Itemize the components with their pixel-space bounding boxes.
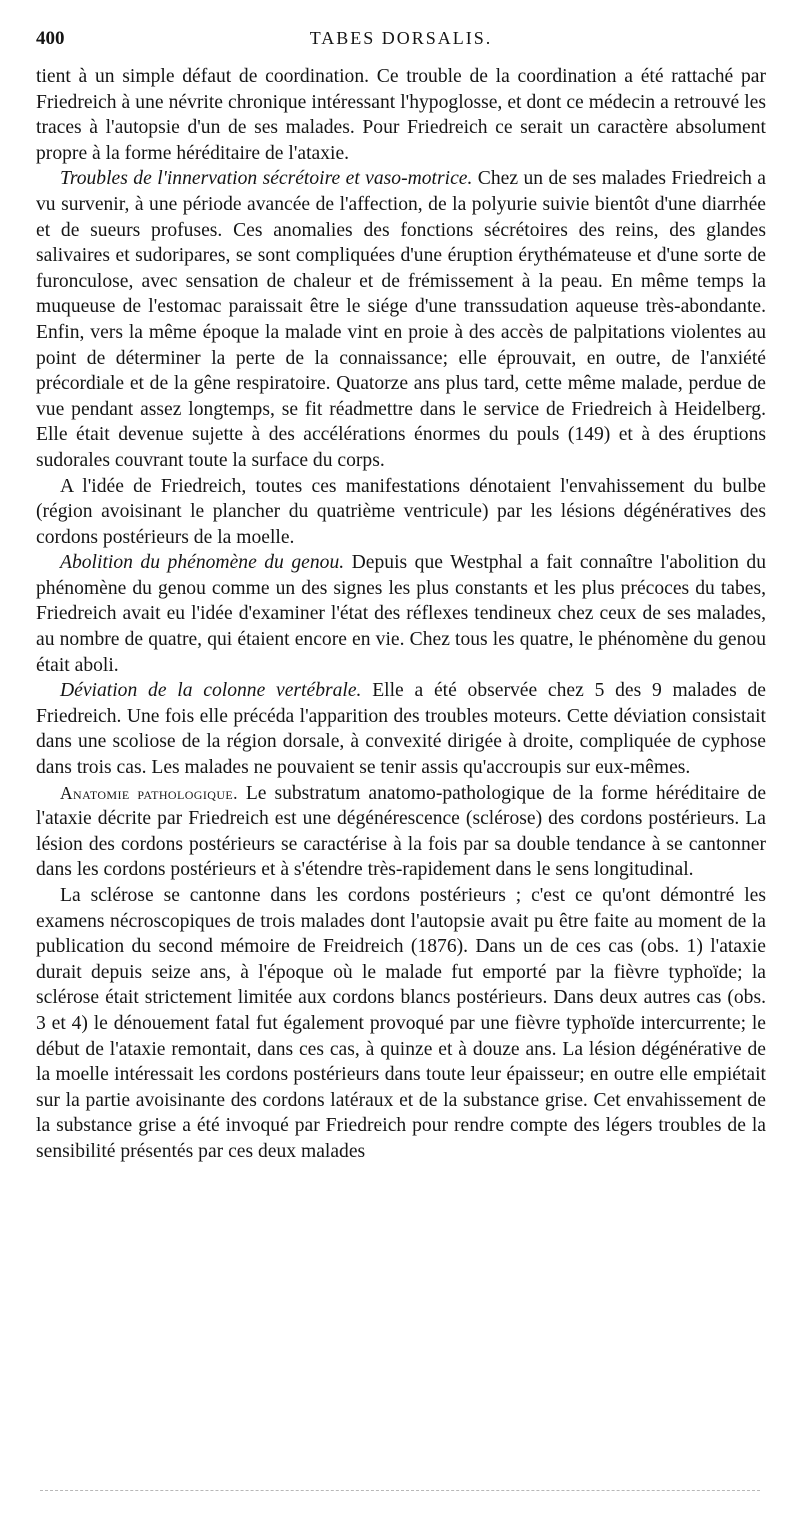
page [36,28,766,1165]
paragraph [36,474,766,551]
paragraph [36,166,766,473]
page-header [36,28,766,58]
paragraph-text: Depuis que Westphal a fait connaître l'abolition du phénomène du genou comme un des signes les plus constants et les plus précoces du tabes, Friedreich avait eu l'idée d'examiner l'état des réflexes tendineux chez ceux de ses malades, au nombre de quatre, qui étaient encore en vie. Chez tous les quatre, le phénomène du genou était aboli. [36,552,766,676]
paragraph [36,678,766,780]
paragraph-text: A l'idée de Friedreich, toutes ces manifestations dénotaient l'envahissement du bulbe (région avoisinant le plancher du quatrième ventricule) par les lésions dégénératives des cordons postérieurs de la moelle. [36,475,766,548]
paragraph-text: La sclérose se cantonne dans les cordons postérieurs ; c'est ce qu'ont démontré les examens nécroscopiques de trois malades dont l'autopsie avait pu être faite au moment de la publication du second mémoire de Freidreich (1876). Dans un de ces cas (obs. 1) l'ataxie durait depuis seize ans, à l'époque où le malade fut emporté par la fièvre typhoïde; la sclérose était strictement limitée aux cordons blancs postérieurs. Dans deux autres cas (obs. 3 et 4) le dénouement fatal fut également provoqué par une fièvre typhoïde intercurrente; le début de l'ataxie remontait, dans ces cas, à quinze et à douze ans. La lésion dégénérative de la moelle intéressait les cordons postérieurs dans toute leur épaisseur; en outre elle empiétait sur la partie avoisinante des cordons latéraux et de la substance grise. Cet envahissement de la substance grise a été invoqué par Friedreich pour rendre compte des légers troubles de la sensibilité présentés par ces deux malades [36,885,766,1162]
section-heading-smallcaps: Anatomie pathologique. [60,782,238,803]
paragraph-text: Elle a été observée chez 5 des 9 malades de Friedreich. Une fois elle précéda l'apparition des troubles moteurs. Cette déviation consistait dans une scoliose de la région dorsale, à convexité dirigée à droite, compliquée de cyphose dans trois cas. Les malades ne pouvaient se tenir assis qu'accroupis sur eux-mêmes. [36,680,766,779]
body-text [36,64,766,1165]
section-lead-italic: Déviation de la colonne vertébrale. [60,680,362,702]
paragraph [36,883,766,1165]
paragraph [36,550,766,678]
paragraph-text: tient à un simple défaut de coordination. Ce trouble de la coordination a été rattaché par Friedreich à une névrite chronique intéressant l'hypoglosse, et dont ce médecin a retrouvé les traces à l'autopsie d'un de ses malades. Pour Friedreich ce serait un caractère absolument propre à la forme héréditaire de l'ataxie. [36,66,766,164]
paragraph [36,64,766,166]
section-lead-italic: Abolition du phénomène du genou. [60,552,345,574]
footer-rule [40,1490,760,1491]
section-lead-italic: Troubles de l'innervation sécrétoire et vaso-motrice. [60,168,473,190]
page-number: 400 [36,28,65,49]
paragraph-text: Chez un de ses malades Friedreich a vu survenir, à une période avancée de l'affection, de la polyurie suivie bientôt d'une diarrhée et de sueurs profuses. Ces anomalies des fonctions sécrétoires des reins, des glandes salivaires et sudoripares, se sont compliquées d'une éruption érythémateuse et d'une sorte de furonculose, avec sensation de chaleur et de frémissement à la peau. En même temps la muqueuse de l'estomac paraissait être le siége d'une transsudation aqueuse très-abondante. Enfin, vers la même époque la malade vint en proie à des accès de palpitations violentes au point de déterminer la perte de la connaissance; elle éprouvait, en outre, de l'anxiété précordiale et de la gêne respiratoire. Quatorze ans plus tard, cette même malade, perdue de vue pendant assez longtemps, se fit réadmettre dans le service de Friedreich à Heidelberg. Elle était devenue sujette à des accélérations énormes du pouls (149) et à des éruptions sudorales couvrant toute la surface du corps. [36,168,766,471]
paragraph [36,781,766,883]
running-title: TABES DORSALIS. [309,28,493,48]
paragraph-text: Le substratum anatomo-pathologique de la forme héréditaire de l'ataxie décrite par Friedreich est une dégénérescence (sclérose) des cordons postérieurs. La lésion des cordons postérieurs se caractérise à la fois par sa double tendance à se cantonner dans les cordons postérieurs et à s'étendre très-rapidement dans le sens longitudinal. [36,782,767,881]
